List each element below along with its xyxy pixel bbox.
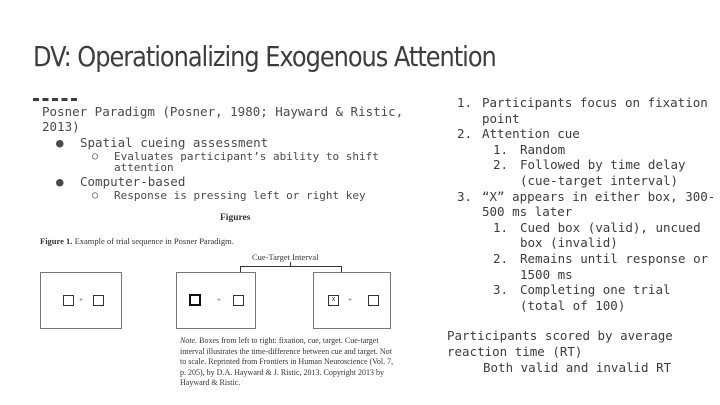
summary-subline: Both valid and invalid RT: [483, 360, 672, 375]
sub-list-item-text: Cued box (valid), uncued box (invalid): [520, 219, 701, 251]
scoring-summary: [447, 328, 717, 376]
list-item: [457, 95, 717, 126]
sub-list-item: [457, 157, 717, 188]
figure-caption: [40, 236, 234, 246]
sub-bullet-response: [42, 190, 412, 201]
summary-line: Participants scored by average reaction time (RT): [447, 328, 673, 359]
figure-note-label: Note.: [180, 336, 198, 345]
fixation-cross: +: [79, 296, 83, 304]
target-x: x: [331, 296, 336, 303]
list-item-text: Participants focus on fixation point: [482, 95, 708, 126]
figure-caption-label: Figure 1.: [40, 236, 73, 246]
list-item: [457, 189, 717, 220]
left-text-block: [42, 104, 412, 201]
bullet-spatial-cueing: [42, 135, 412, 150]
fixation-cross: +: [348, 296, 352, 304]
list-number: 3.: [457, 188, 473, 204]
sub-bullet-text: Evaluates participant’s ability to shift attention: [114, 150, 379, 174]
bullet-text: Spatial cueing assessment: [80, 135, 269, 150]
sub-list-item-text: Followed by time delay (cue-target interval): [520, 157, 686, 188]
sub-bullet-icon: ○: [92, 151, 99, 162]
fixation-panel: [40, 272, 122, 329]
sub-bullet-text: Response is pressing left or right key: [114, 189, 366, 202]
target-left-box: [328, 295, 339, 306]
trial-procedure-list: [457, 95, 717, 313]
sub-list-number: 3.: [493, 282, 509, 298]
figure-heading: Figures: [220, 213, 251, 223]
cue-target-interval-label: Cue-Target Interval: [252, 252, 319, 262]
right-box: [368, 295, 379, 306]
posner-intro: Posner Paradigm (Posner, 1980; Hayward & Ristic, 2013): [42, 104, 404, 134]
sub-list-item-text: Random: [520, 141, 566, 157]
sub-list-item: [457, 251, 717, 282]
posner-paradigm-figure: [40, 210, 408, 390]
figure-caption-text: Example of trial sequence in Posner Paradigm.: [74, 236, 234, 246]
sub-list-number: 1.: [493, 219, 509, 235]
target-panel: [313, 272, 391, 329]
bullet-icon: ●: [56, 135, 64, 150]
right-box: [233, 295, 244, 306]
bullet-text: Computer-based: [80, 174, 186, 189]
bullet-icon: ●: [56, 174, 64, 189]
fixation-cross: +: [217, 296, 221, 304]
cue-panel: [176, 272, 256, 329]
list-item-text: “X” appears in either box, 300-500 ms later: [482, 188, 716, 220]
list-number: 1.: [457, 95, 473, 110]
cued-left-box: [189, 294, 201, 306]
figure-note: [180, 336, 400, 389]
sub-list-item: [457, 220, 717, 251]
sub-bullet-evaluates: [42, 151, 412, 173]
right-box: [93, 295, 104, 306]
sub-list-item: [457, 282, 717, 313]
sub-list-item-text: Remains until response or 1500 ms: [520, 250, 709, 282]
list-item: [457, 126, 717, 142]
sub-list-item: [457, 142, 717, 158]
left-box: [63, 295, 74, 306]
sub-list-number: 2.: [493, 157, 509, 173]
slide-title: DV: Operationalizing Exogenous Attention: [33, 40, 496, 73]
sub-list-number: 2.: [493, 250, 509, 266]
list-item-text: Attention cue: [482, 126, 580, 142]
sub-list-number: 1.: [493, 141, 509, 157]
figure-note-text: Boxes from left to right: fixation, cue, target. Cue-target interval illustrates the time-difference between cue and target. Not to scale. Reprinted from Frontiers in Human Neuroscience (Vol. 7, p. 205), by D.A. Hayward & J. Ristic, 2013. Copyright 2013 by Hayward & Ristic.: [180, 336, 394, 387]
list-number: 2.: [457, 126, 473, 142]
sub-bullet-icon: ○: [92, 190, 99, 201]
bullet-computer-based: [42, 174, 412, 189]
sub-list-item-text: Completing one trial (total of 100): [520, 282, 671, 313]
